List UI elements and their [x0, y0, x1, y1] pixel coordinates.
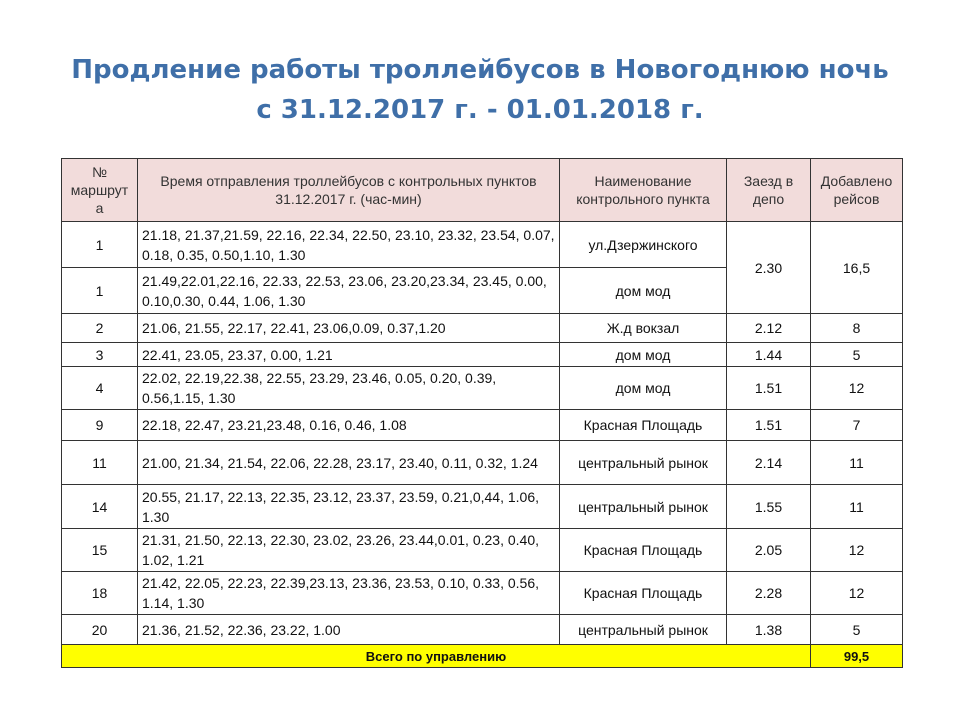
total-label: Всего по управлению — [62, 645, 811, 668]
header-added: Добавлено рейсов — [811, 159, 903, 222]
departure-times: 21.49,22.01,22.16, 22.33, 22.53, 23.06, 23.20,23.34, 23.45, 0.00, 0.10,0.30, 0.44, 1.06, 1.30 — [138, 268, 560, 314]
depot-return-time: 2.12 — [727, 314, 811, 343]
depot-return-time: 1.51 — [727, 410, 811, 441]
departure-times: 21.31, 21.50, 22.13, 22.30, 23.02, 23.26, 23.44,0.01, 0.23, 0.40, 1.02, 1.21 — [138, 529, 560, 572]
route-number: 9 — [62, 410, 138, 441]
table-row — [62, 441, 903, 485]
added-trips: 12 — [811, 572, 903, 615]
table-row — [62, 615, 903, 645]
header-depot: Заезд в депо — [727, 159, 811, 222]
route-number: 2 — [62, 314, 138, 343]
control-point: Ж.д вокзал — [560, 314, 727, 343]
added-trips: 8 — [811, 314, 903, 343]
table-row — [62, 343, 903, 367]
control-point: Красная Площадь — [560, 572, 727, 615]
route-number: 15 — [62, 529, 138, 572]
departure-times: 22.41, 23.05, 23.37, 0.00, 1.21 — [138, 343, 560, 367]
added-trips: 12 — [811, 529, 903, 572]
added-trips: 12 — [811, 367, 903, 410]
depot-return-time: 2.14 — [727, 441, 811, 485]
departure-times: 22.18, 22.47, 23.21,23.48, 0.16, 0.46, 1.08 — [138, 410, 560, 441]
route-number: 1 — [62, 222, 138, 268]
depot-return-time: 2.05 — [727, 529, 811, 572]
control-point: дом мод — [560, 343, 727, 367]
depot-return-time: 2.28 — [727, 572, 811, 615]
table-row — [62, 485, 903, 529]
trolleybus-schedule-table — [61, 158, 903, 668]
route-number: 14 — [62, 485, 138, 529]
added-trips: 5 — [811, 615, 903, 645]
added-trips: 11 — [811, 485, 903, 529]
control-point: дом мод — [560, 367, 727, 410]
header-times: Время отправления троллейбусов с контрольных пунктов 31.12.2017 г. (час-мин) — [138, 159, 560, 222]
control-point: Красная Площадь — [560, 410, 727, 441]
table-row — [62, 529, 903, 572]
header-point: Наименование контрольного пункта — [560, 159, 727, 222]
control-point: центральный рынок — [560, 615, 727, 645]
route-number: 18 — [62, 572, 138, 615]
table-row — [62, 410, 903, 441]
departure-times: 22.02, 22.19,22.38, 22.55, 23.29, 23.46, 0.05, 0.20, 0.39, 0.56,1.15, 1.30 — [138, 367, 560, 410]
added-trips: 5 — [811, 343, 903, 367]
route-number: 4 — [62, 367, 138, 410]
control-point: центральный рынок — [560, 485, 727, 529]
depot-return-time: 1.55 — [727, 485, 811, 529]
departure-times: 21.42, 22.05, 22.23, 22.39,23.13, 23.36, 23.53, 0.10, 0.33, 0.56, 1.14, 1.30 — [138, 572, 560, 615]
control-point: центральный рынок — [560, 441, 727, 485]
added-trips: 16,5 — [811, 222, 903, 314]
control-point: ул.Дзержинского — [560, 222, 727, 268]
added-trips: 7 — [811, 410, 903, 441]
route-number: 3 — [62, 343, 138, 367]
total-row — [62, 645, 903, 668]
control-point: дом мод — [560, 268, 727, 314]
table-row — [62, 222, 903, 268]
depot-return-time: 1.38 — [727, 615, 811, 645]
control-point: Красная Площадь — [560, 529, 727, 572]
departure-times: 21.36, 21.52, 22.36, 23.22, 1.00 — [138, 615, 560, 645]
title-line-2: с 31.12.2017 г. - 01.01.2018 г. — [256, 95, 704, 125]
departure-times: 20.55, 21.17, 22.13, 22.35, 23.12, 23.37, 23.59, 0.21,0,44, 1.06, 1.30 — [138, 485, 560, 529]
departure-times: 21.18, 21.37,21.59, 22.16, 22.34, 22.50, 23.10, 23.32, 23.54, 0.07, 0.18, 0.35, 0.50,1.10, 1.30 — [138, 222, 560, 268]
header-row — [62, 159, 903, 222]
departure-times: 21.06, 21.55, 22.17, 22.41, 23.06,0.09, 0.37,1.20 — [138, 314, 560, 343]
total-value: 99,5 — [811, 645, 903, 668]
table-row — [62, 367, 903, 410]
table-row — [62, 314, 903, 343]
route-number: 20 — [62, 615, 138, 645]
depot-return-time: 2.30 — [727, 222, 811, 314]
depot-return-time: 1.44 — [727, 343, 811, 367]
departure-times: 21.00, 21.34, 21.54, 22.06, 22.28, 23.17, 23.40, 0.11, 0.32, 1.24 — [138, 441, 560, 485]
route-number: 11 — [62, 441, 138, 485]
title-line-1: Продление работы троллейбусов в Новогоднюю ночь — [71, 55, 889, 85]
added-trips: 11 — [811, 441, 903, 485]
route-number: 1 — [62, 268, 138, 314]
table-row — [62, 572, 903, 615]
header-route: № маршрут а — [62, 159, 138, 222]
depot-return-time: 1.51 — [727, 367, 811, 410]
page-title — [0, 50, 960, 130]
